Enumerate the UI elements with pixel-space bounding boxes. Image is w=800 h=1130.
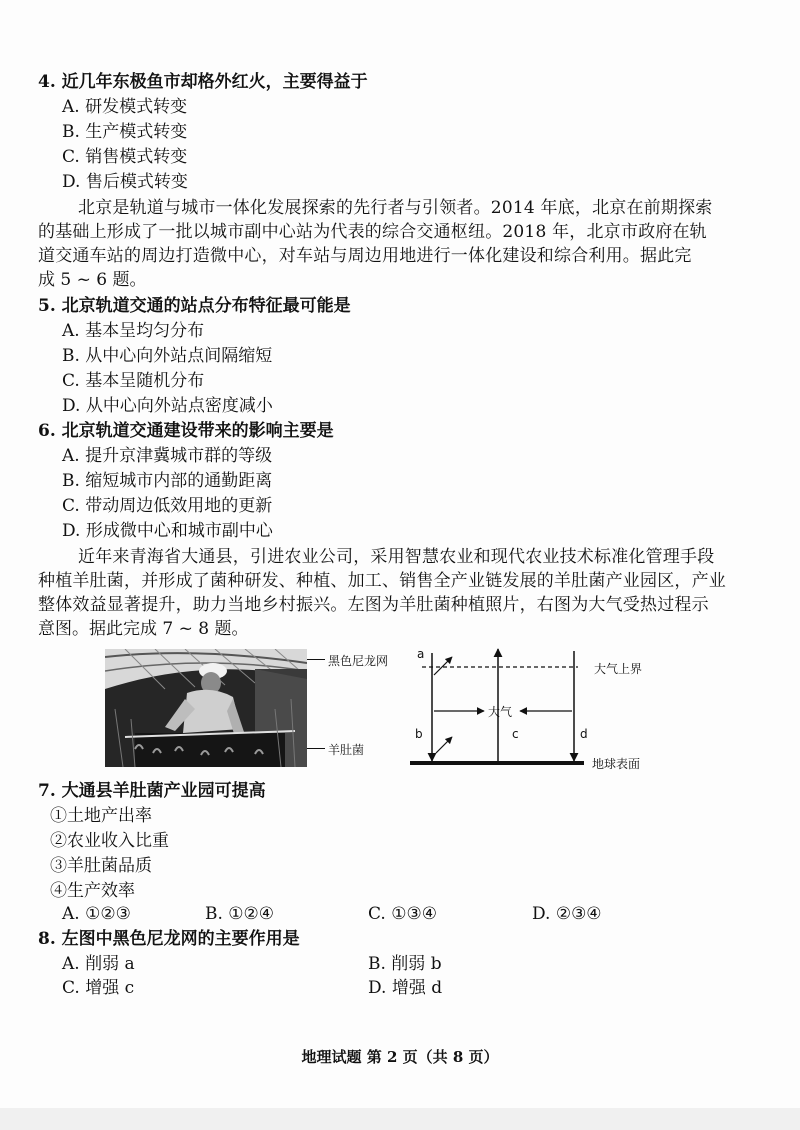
passage2-line-3: 整体效益显著提升，助力当地乡村振兴。左图为羊肚菌种植照片，右图为大气受热过程示 [38, 595, 709, 615]
label-black-nylon-net: 黑色尼龙网 [328, 654, 389, 668]
q4-stem: 4. 近几年东极鱼市却格外红火，主要得益于 [38, 72, 368, 92]
top-of-atmosphere-label: 大气上界 [594, 662, 643, 676]
q4-option-d: D. 售后模式转变 [62, 172, 188, 192]
q5-stem: 5. 北京轨道交通的站点分布特征最可能是 [38, 296, 351, 316]
earth-surface-label: 地球表面 [592, 757, 641, 771]
atmosphere-label: 大气 [488, 705, 513, 719]
passage2-line-2: 种植羊肚菌，并形成了菌种研发、种植、加工、销售全产业链发展的羊肚菌产业园区，产业 [38, 571, 726, 591]
passage1-line-1: 北京是轨道与城市一体化发展探索的先行者与引领者。2014 年底，北京在前期探索 [78, 198, 713, 218]
q5-option-c: C. 基本呈随机分布 [62, 371, 205, 391]
q7-item-2: ②农业收入比重 [50, 831, 169, 851]
reflection-arrow-top [434, 657, 452, 675]
q5-option-a: A. 基本呈均匀分布 [62, 321, 205, 341]
arrow-b-label: b [415, 727, 423, 741]
net-leader-line [307, 659, 325, 660]
q7-item-4: ④生产效率 [50, 881, 135, 901]
mushroom-photo [105, 649, 307, 767]
q7-item-3: ③羊肚菌品质 [50, 856, 152, 876]
passage2-line-1: 近年来青海省大通县，引进农业公司，采用智慧农业和现代农业技术标准化管理手段 [78, 547, 715, 567]
q8-option-c: C. 增强 c [62, 978, 135, 998]
q5-option-d: D. 从中心向外站点密度减小 [62, 396, 273, 416]
q6-option-a: A. 提升京津冀城市群的等级 [62, 446, 273, 466]
q6-option-c: C. 带动周边低效用地的更新 [62, 496, 273, 516]
q7-option-c: C. ①③④ [368, 904, 437, 924]
arrow-d-label: d [580, 727, 588, 741]
q7-item-1: ①土地产出率 [50, 806, 152, 826]
mushroom-leader-line [307, 748, 325, 749]
q8-option-a: A. 削弱 a [62, 954, 135, 974]
q7-option-d: D. ②③④ [532, 904, 602, 924]
q8-option-b: B. 削弱 b [368, 954, 442, 974]
passage1-line-4: 成 5 ~ 6 题。 [38, 270, 147, 290]
q6-option-d: D. 形成微中心和城市副中心 [62, 521, 273, 541]
q6-stem: 6. 北京轨道交通建设带来的影响主要是 [38, 421, 334, 441]
arrow-a-label: a [417, 647, 425, 661]
q7-option-b: B. ①②④ [205, 904, 275, 924]
q7-stem: 7. 大通县羊肚菌产业园可提高 [38, 781, 266, 801]
passage2-line-4: 意图。据此完成 7 ~ 8 题。 [38, 619, 249, 639]
label-morel-mushroom: 羊肚菌 [328, 743, 365, 757]
bottom-margin-strip [0, 1108, 800, 1130]
page-footer: 地理试题 第 2 页（共 8 页） [301, 1048, 499, 1066]
q8-stem: 8. 左图中黑色尼龙网的主要作用是 [38, 929, 300, 949]
q4-option-c: C. 销售模式转变 [62, 147, 188, 167]
q8-option-d: D. 增强 d [368, 978, 443, 998]
q4-option-b: B. 生产模式转变 [62, 122, 188, 142]
passage1-line-3: 道交通车站的周边打造微中心，对车站与周边用地进行一体化建设和综合利用。据此完 [38, 246, 692, 266]
q7-option-a: A. ①②③ [62, 904, 131, 924]
q5-option-b: B. 从中心向外站点间隔缩短 [62, 346, 273, 366]
reflection-arrow-bottom [436, 737, 452, 753]
mushroom-photo-illustration [105, 649, 307, 767]
arrow-c-label: c [512, 727, 519, 741]
passage1-line-2: 的基础上形成了一批以城市副中心站为代表的综合交通枢纽。2018 年，北京市政府在轨 [38, 222, 707, 242]
q6-option-b: B. 缩短城市内部的通勤距离 [62, 471, 273, 491]
q4-option-a: A. 研发模式转变 [62, 97, 188, 117]
